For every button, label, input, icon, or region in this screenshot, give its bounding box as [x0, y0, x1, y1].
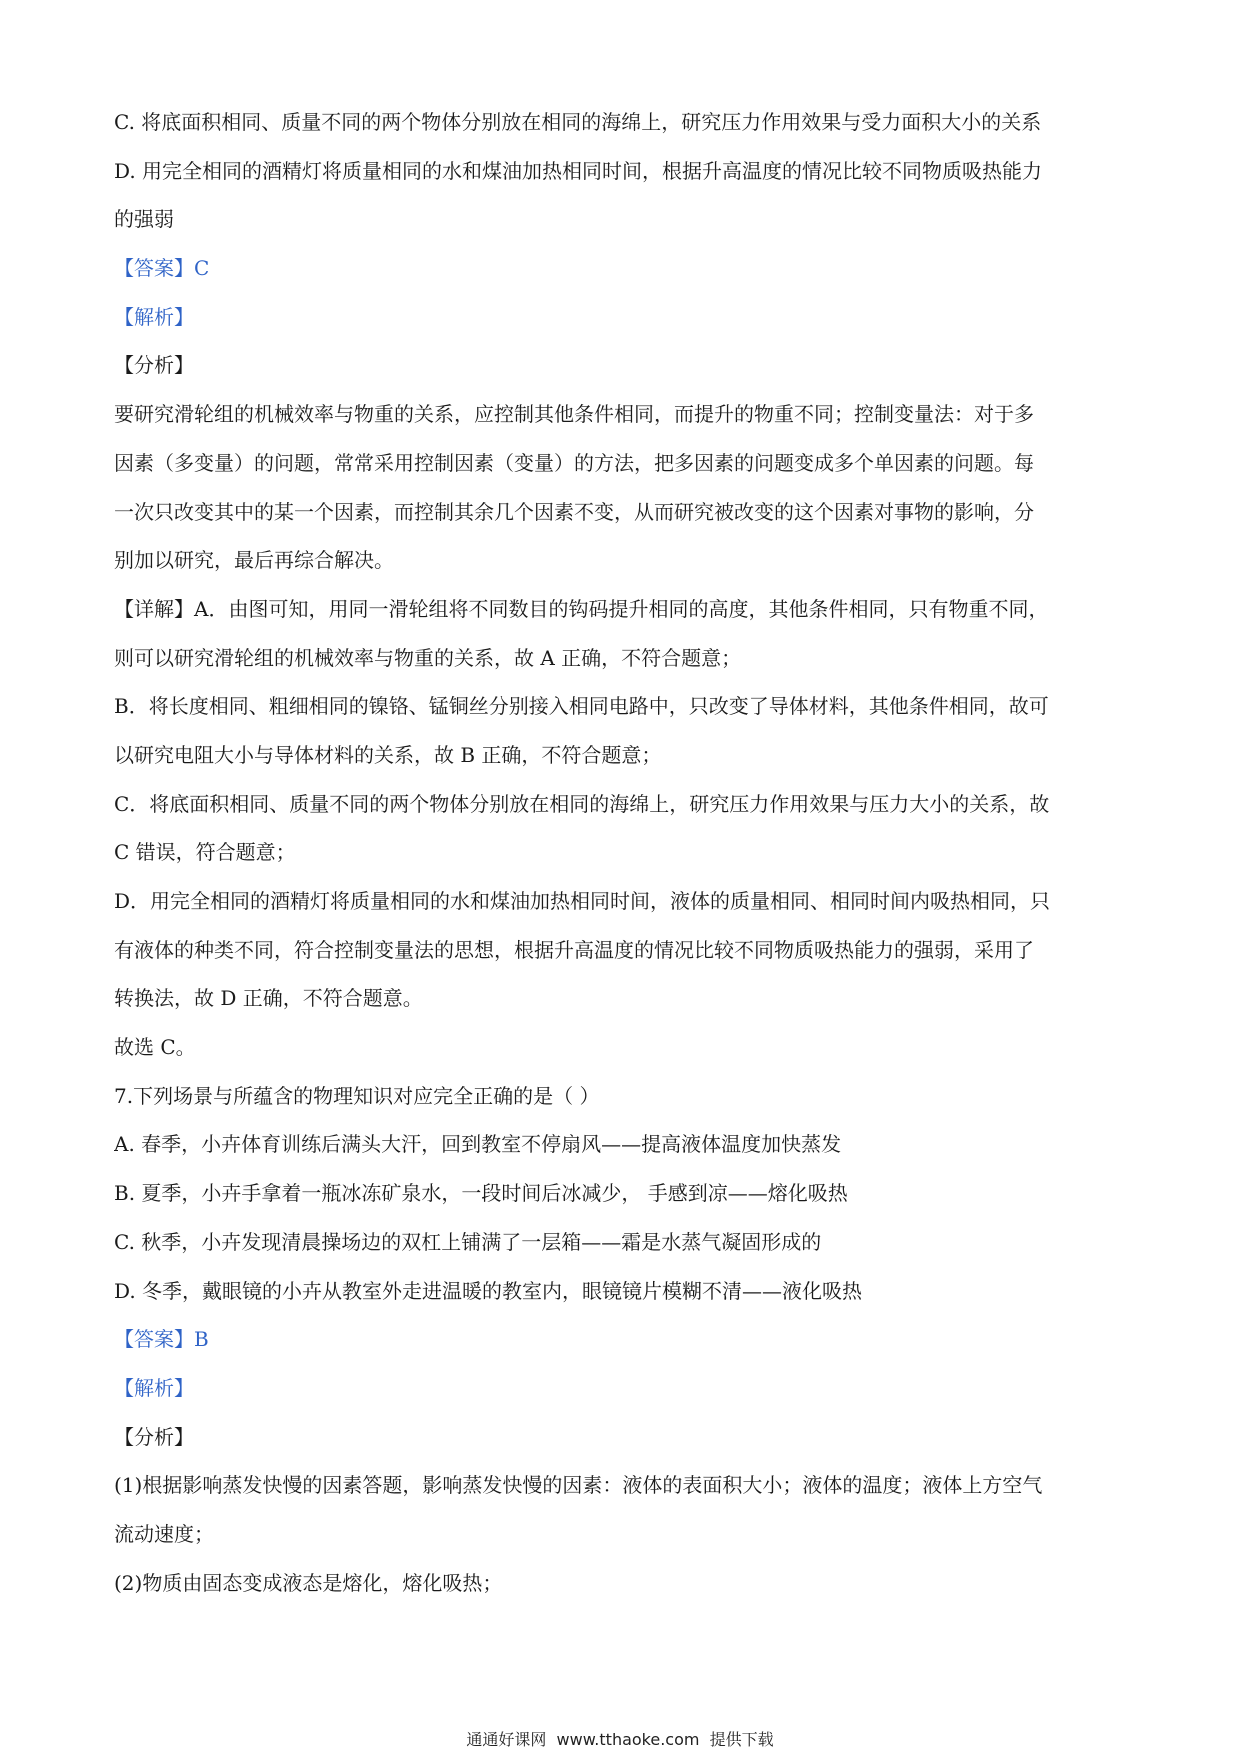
analysis-text: (2)物质由固态变成液态是熔化，熔化吸热；: [114, 1570, 503, 1595]
detail-text: 【详解】A．由图可知，用同一滑轮组将不同数目的钩码提升相同的高度，其他条件相同，只有物重不同，: [114, 596, 1049, 621]
answer-label: 【答案】B: [114, 1327, 209, 1352]
analysis-text: 要研究滑轮组的机械效率与物重的关系，应控制其他条件相同，而提升的物重不同；控制变量法：对于多: [114, 402, 1034, 427]
answer-label: 【答案】C: [114, 256, 210, 281]
analysis-text: 因素（多变量）的问题，常常采用控制因素（变量）的方法，把多因素的问题变成多个单因素的问题。每: [114, 450, 1034, 475]
analysis-text: 一次只改变其中的某一个因素，而控制其余几个因素不变，从而研究被改变的这个因素对事物的影响，分: [114, 499, 1034, 524]
detail-text: B．将长度相同、粗细相同的镍铬、锰铜丝分别接入相同电路中，只改变了导体材料，其他条件相同，故可: [114, 694, 1049, 719]
detail-text: 则可以研究滑轮组的机械效率与物重的关系，故 A 正确，不符合题意；: [114, 645, 742, 670]
analysis-label: 【分析】: [114, 1424, 194, 1449]
conclusion-text: 故选 C。: [114, 1035, 196, 1060]
explanation-label: 【解析】: [114, 304, 194, 329]
explanation-label: 【解析】: [114, 1375, 194, 1400]
detail-text: C．将底面积相同、质量不同的两个物体分别放在相同的海绵上，研究压力作用效果与压力大小的关系，故: [114, 791, 1050, 816]
document-body: [114, 98, 1134, 1607]
page-footer: 通通好课网 www.tthaoke.com 提供下载: [466, 1730, 774, 1749]
question-7-option-d: D. 冬季，戴眼镜的小卉从教室外走进温暖的教室内，眼镜镜片模糊不清——液化吸热: [114, 1278, 863, 1303]
analysis-text: 流动速度；: [114, 1521, 214, 1546]
detail-text: 有液体的种类不同，符合控制变量法的思想，根据升高温度的情况比较不同物质吸热能力的强弱，采用了: [114, 937, 1034, 962]
detail-text: C 错误，符合题意；: [114, 840, 296, 865]
question-7-option-b: B. 夏季，小卉手拿着一瓶冰冻矿泉水，一段时间后冰减少， 手感到凉——熔化吸热: [114, 1181, 848, 1206]
option-d-line-cont: 的强弱: [114, 207, 174, 232]
detail-text: 以研究电阻大小与导体材料的关系，故 B 正确，不符合题意；: [114, 742, 662, 767]
question-7: 7.下列场景与所蕴含的物理知识对应完全正确的是（ ）: [114, 1083, 600, 1108]
option-c-line: C. 将底面积相同、质量不同的两个物体分别放在相同的海绵上，研究压力作用效果与受力面积大小的关系: [114, 110, 1042, 134]
analysis-label: 【分析】: [114, 353, 194, 378]
detail-text: D．用完全相同的酒精灯将质量相同的水和煤油加热相同时间，液体的质量相同、相同时间内吸热相同，只: [114, 889, 1051, 913]
question-7-option-a: A. 春季，小卉体育训练后满头大汗，回到教室不停扇风——提高液体温度加快蒸发: [114, 1132, 842, 1157]
question-7-option-c: C. 秋季，小卉发现清晨操场边的双杠上铺满了一层箱——霜是水蒸气凝固形成的: [114, 1229, 822, 1254]
option-d-line: D. 用完全相同的酒精灯将质量相同的水和煤油加热相同时间，根据升高温度的情况比较不同物质吸热能力: [114, 158, 1043, 183]
analysis-text: (1)根据影响蒸发快慢的因素答题，影响蒸发快慢的因素：液体的表面积大小；液体的温度；液体上方空气: [114, 1473, 1043, 1498]
analysis-text: 别加以研究，最后再综合解决。: [114, 548, 394, 573]
detail-text: 转换法，故 D 正确，不符合题意。: [114, 986, 423, 1011]
